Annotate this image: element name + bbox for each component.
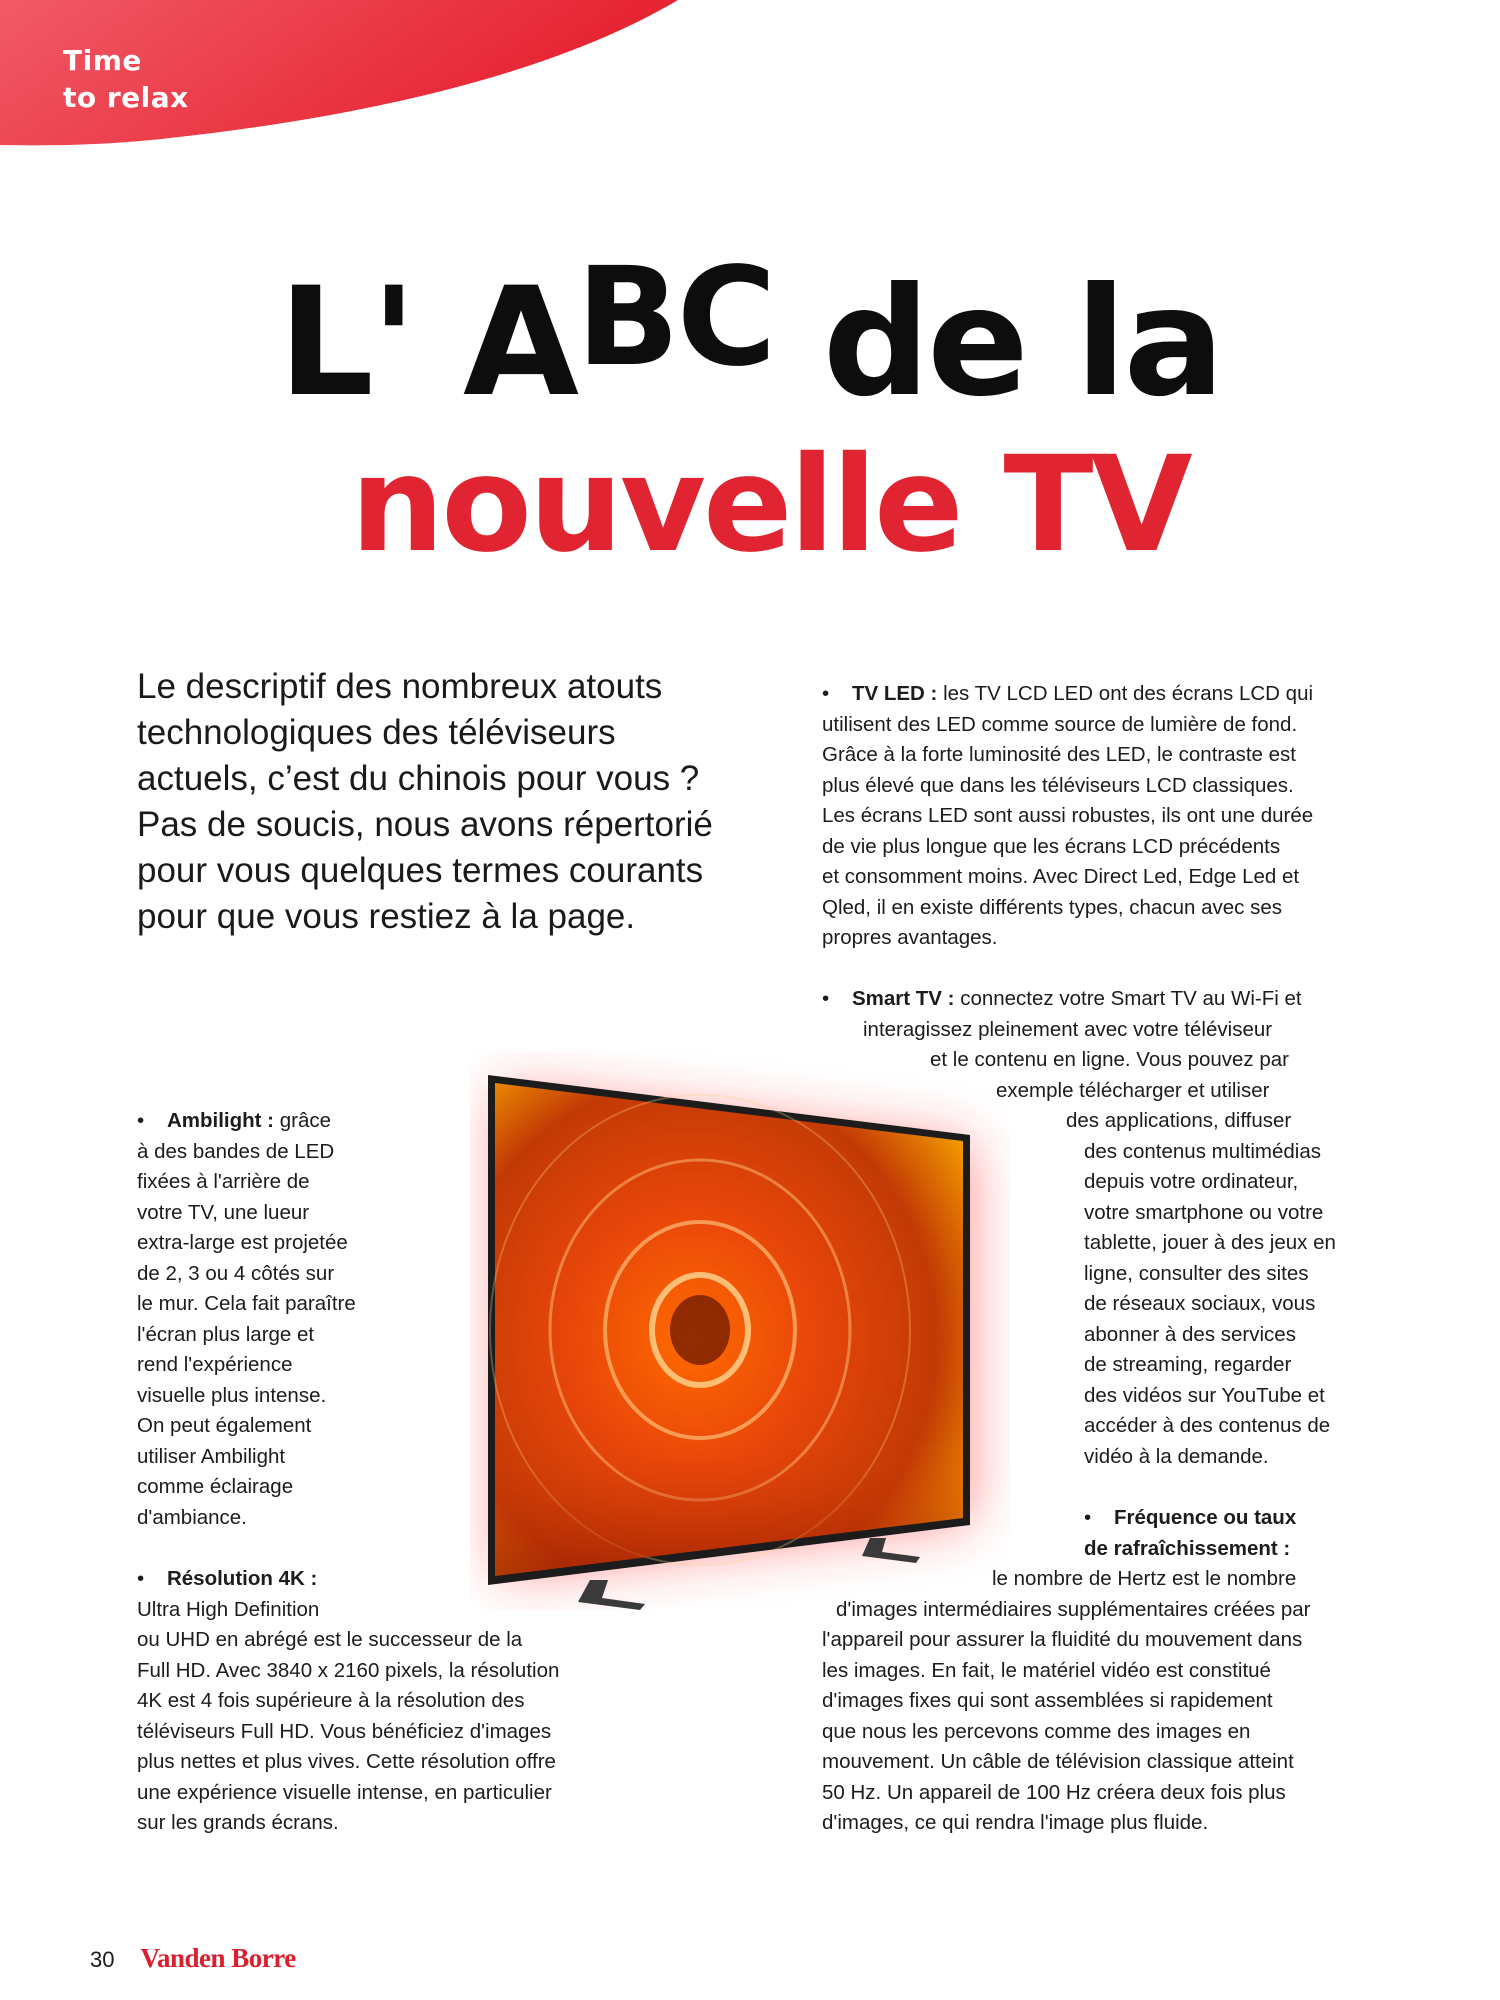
title-prefix: L' A: [278, 256, 577, 430]
smart-tv-paragraph: • Smart TV : connectez votre Smart TV au Wi-Fi et interagissez pleinement avec votre téléviseur et le contenu en ligne. Vous pouvez par exemple télécharger et utiliser des applications, diffuser des contenus multimédias depuis votre ordinateur, votre smartphone ou votre tablette, jouer à des jeux en ligne, consulter des sites de réseaux sociaux, vous abonner à des services de streaming, regarder des vidéos sur YouTube et accéder à des contenus de vidéo à la demande.: [822, 987, 1336, 1468]
title-raised: BC: [576, 239, 774, 397]
frequence-term-line2: de rafraîchissement :: [1084, 1536, 1291, 1560]
resolution-4k-paragraph: • Résolution 4K : Ultra High Definition ou UHD en abrégé est le successeur de la Full HD. Avec 3840 x 2160 pixels, la résolution 4K est 4 fois supérieure à la résolution des téléviseurs Full HD. Vous bénéficiez d'images plus nettes et plus vives. Cette résolution offre une expérience visuelle intense, en particulier sur les grands écrans.: [137, 1567, 560, 1834]
intro-paragraph: Le descriptif des nombreux atouts technologiques des téléviseurs actuels, c’est du chinois pour vous ? Pas de soucis, nous avons répertorié pour vous quelques termes courants pour que vous restiez à la page.: [137, 667, 713, 936]
section-tag-line1: Time: [63, 44, 142, 77]
tv-image: [470, 1050, 1010, 1610]
tv-illustration: [470, 1050, 1010, 1610]
section-tag: [63, 42, 189, 116]
page-title-line2: nouvelle TV: [350, 428, 1190, 582]
ambilight-term: Ambilight :: [166, 1109, 275, 1132]
smart-tv-term: Smart TV :: [851, 987, 955, 1010]
tv-led-paragraph: • TV LED : les TV LCD LED ont des écrans LCD qui utilisent des LED comme source de lumière de fond. Grâce à la forte luminosité des LED, le contraste est plus élevé que dans les téléviseurs LCD classiques. Les écrans LED sont aussi robustes, ils ont une durée de vie plus longue que les écrans LCD précédents et consomment moins. Avec Direct Led, Edge Led et Qled, il en existe différents types, chacun avec ses propres avantages.: [822, 682, 1314, 949]
brand-logo: Vanden Borre: [140, 1943, 296, 1973]
resolution-4k-term: Résolution 4K :: [166, 1567, 318, 1590]
ambilight-paragraph: • Ambilight : grâce à des bandes de LED fixées à l'arrière de votre TV, une lueur extra-large est projetée de 2, 3 ou 4 côtés sur le mur. Cela fait paraître l'écran plus large et rend l'expérience visuelle plus intense. On peut également utiliser Ambilight comme éclairage d'ambiance.: [137, 1109, 356, 1529]
title-suffix: de la: [773, 256, 1222, 430]
page-footer: [90, 1943, 296, 1974]
tv-led-term: TV LED :: [851, 682, 938, 705]
section-tag-line2: to relax: [63, 81, 189, 114]
page-title-line1: [0, 239, 1500, 430]
frequence-term-line1: Fréquence ou taux: [1113, 1506, 1297, 1529]
frequence-paragraph: • Fréquence ou taux de rafraîchissement : le nombre de Hertz est le nombre d'images intermédiaires supplémentaires créées par l'appareil pour assurer la fluidité du mouvement dans les images. En fait, le matériel vidéo est constitué d'images fixes qui sont assemblées si rapidement que nous les percevons comme des images en mouvement. Un câble de télévision classique atteint 50 Hz. Un appareil de 100 Hz créera deux fois plus d'images, ce qui rendra l'image plus fluide.: [822, 1506, 1311, 1834]
page-number: 30: [90, 1947, 115, 1972]
